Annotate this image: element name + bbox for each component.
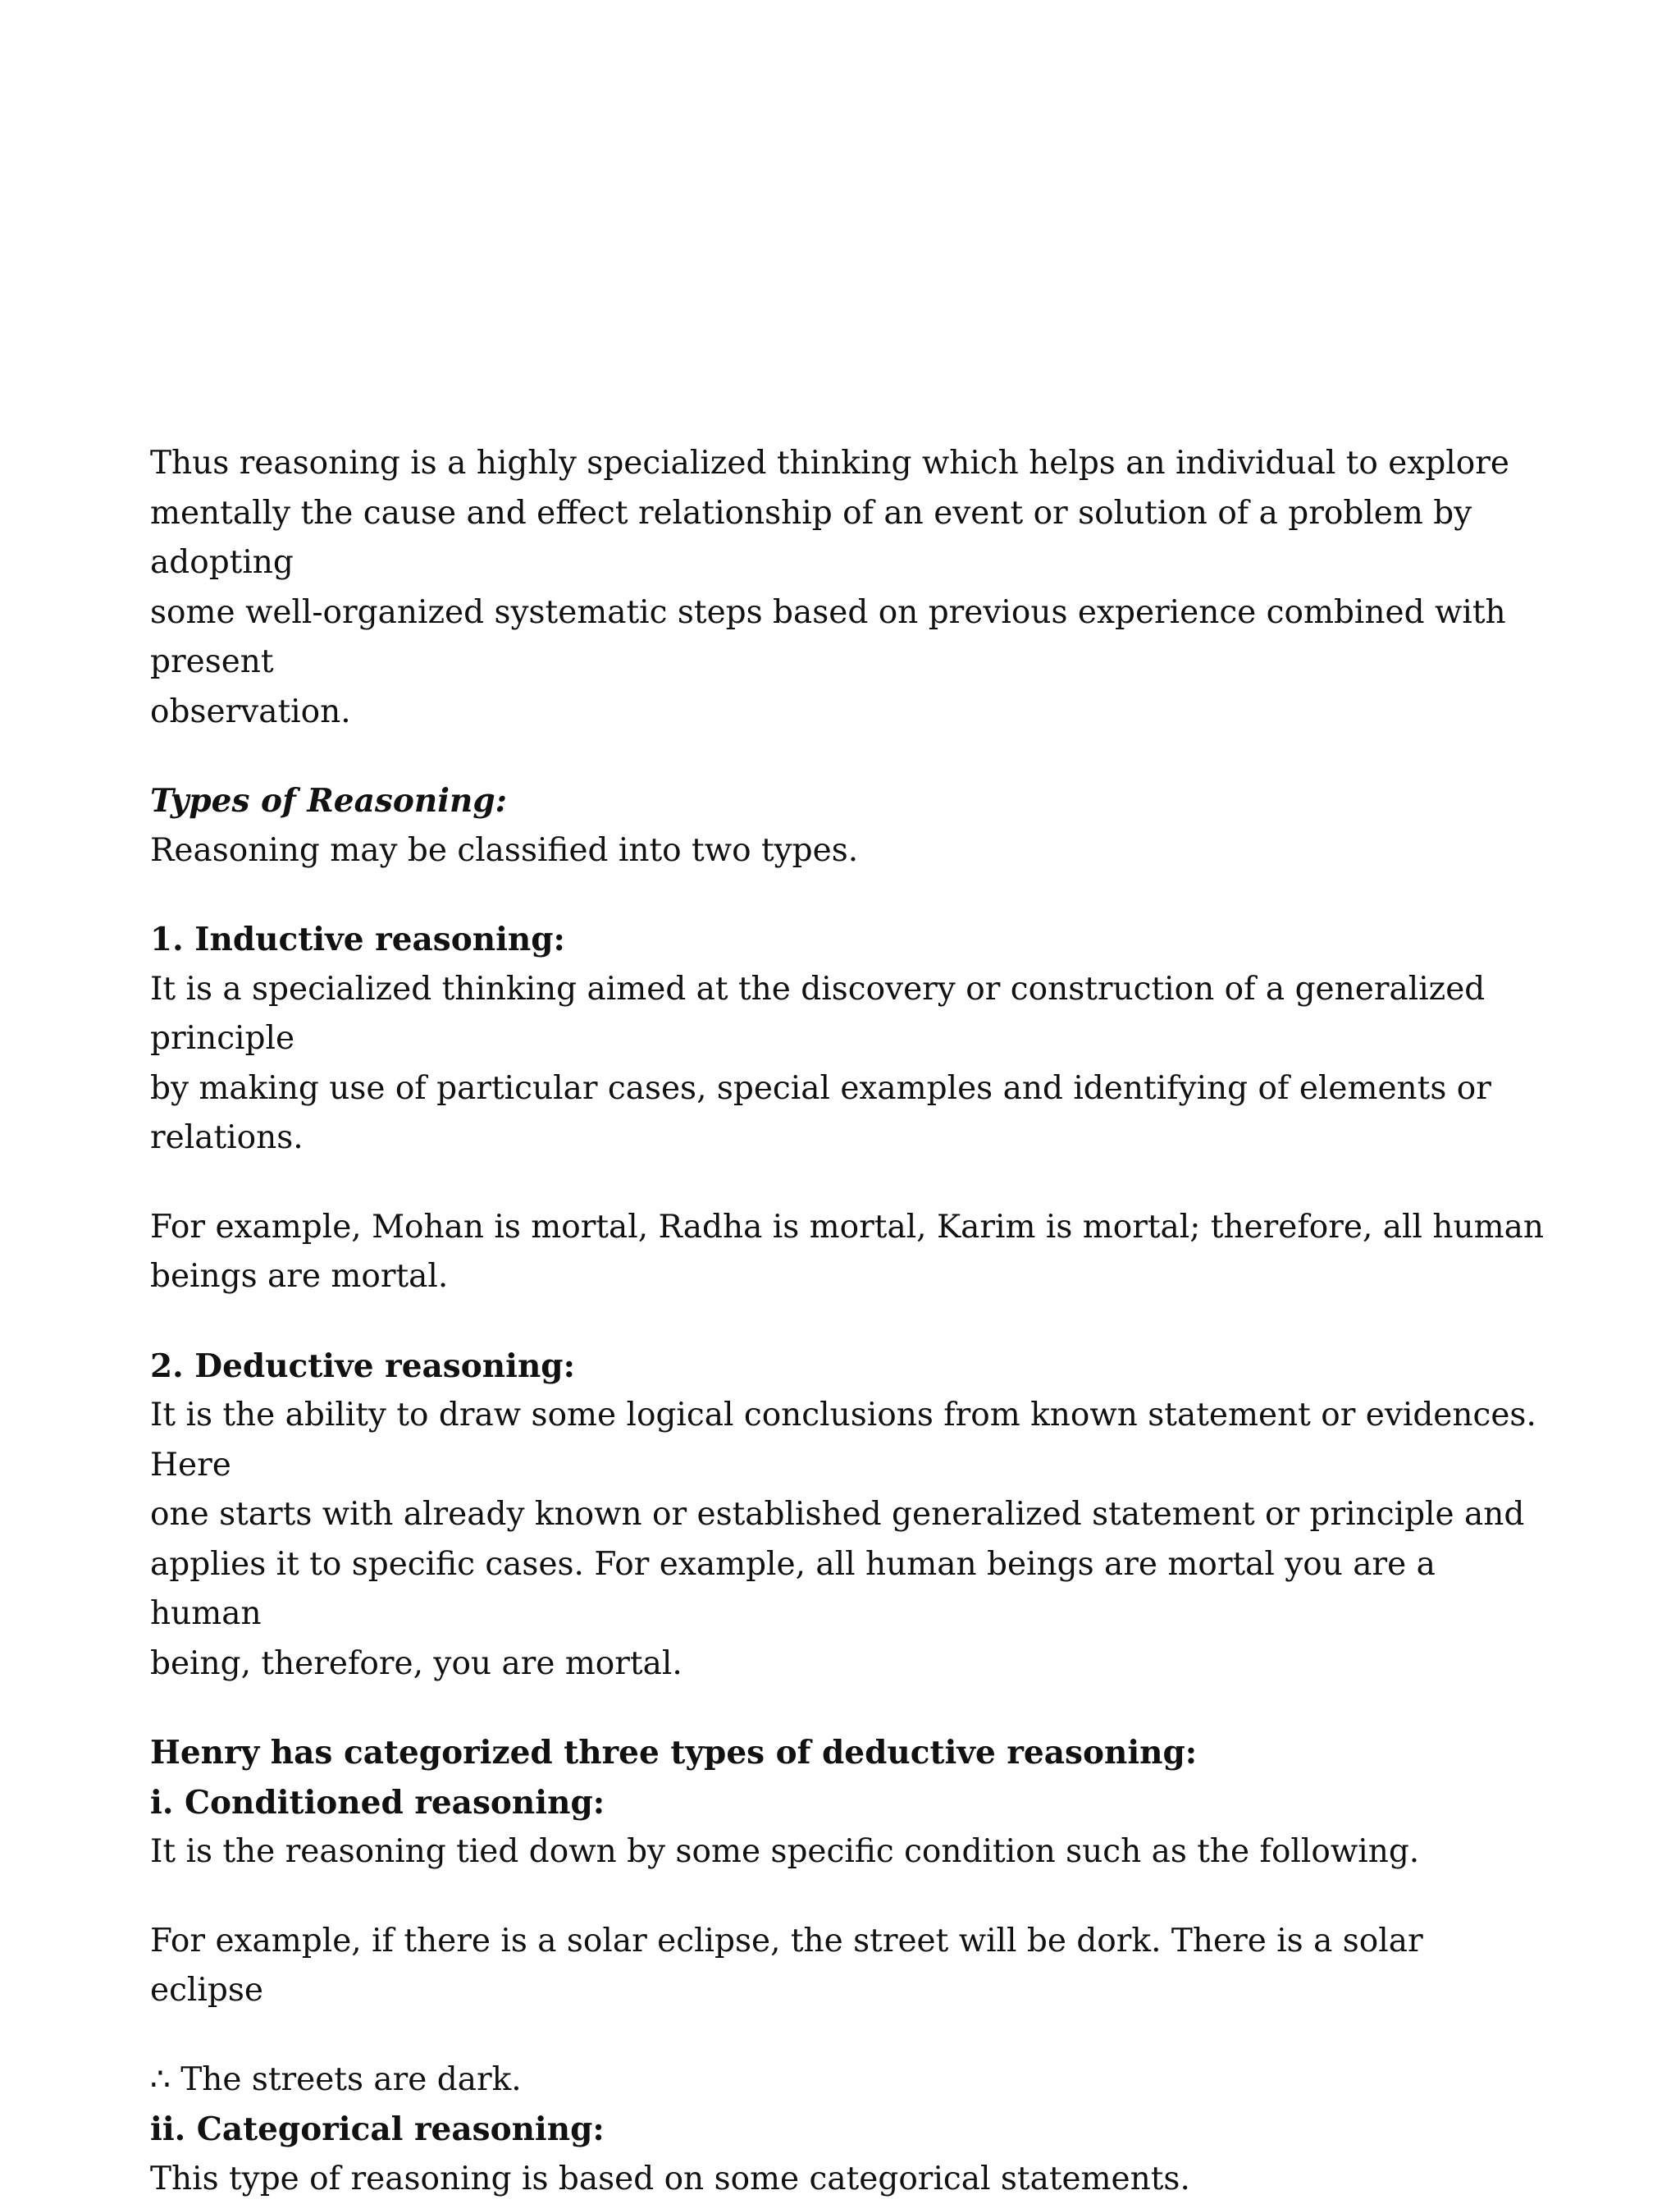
types-paragraph: Reasoning may be classified into two types. (150, 826, 1545, 876)
deductive-heading: 2. Deductive reasoning: (150, 1342, 1545, 1392)
henry-heading: Henry has categorized three types of deductive reasoning: (150, 1728, 1545, 1778)
conditioned-heading: i. Conditioned reasoning: (150, 1778, 1545, 1828)
document-page (150, 439, 1545, 2204)
conditioned-paragraph: It is the reasoning tied down by some specific condition such as the following. (150, 1827, 1545, 1877)
inductive-paragraph: It is a specialized thinking aimed at the discovery or construction of a generalized principle by making use of particular cases, special examples and identifying of elements or relations. (150, 965, 1545, 1164)
categorical-paragraph: This type of reasoning is based on some categorical statements. (150, 2155, 1545, 2204)
inductive-example-paragraph: For example, Mohan is mortal, Radha is mortal, Karim is mortal; therefore, all human beings are mortal. (150, 1203, 1545, 1302)
types-heading: Types of Reasoning: (150, 776, 1545, 826)
deductive-paragraph: It is the ability to draw some logical conclusions from known statement or evidences. Here one starts with already known or established generalized statement or principle and applies it to specific cases. For example, all human beings are mortal you are a human being, therefore, you are mortal. (150, 1391, 1545, 1689)
conditioned-example-paragraph: For example, if there is a solar eclipse, the street will be dork. There is a solar eclipse (150, 1917, 1545, 2016)
categorical-heading: ii. Categorical reasoning: (150, 2105, 1545, 2155)
intro-paragraph: Thus reasoning is a highly specialized thinking which helps an individual to explore mentally the cause and effect relationship of an event or solution of a problem by adopting some well-organized systematic steps based on previous experience combined with present observation. (150, 439, 1545, 737)
conclusion-line: ∴ The streets are dark. (150, 2055, 1545, 2106)
inductive-heading: 1. Inductive reasoning: (150, 915, 1545, 965)
